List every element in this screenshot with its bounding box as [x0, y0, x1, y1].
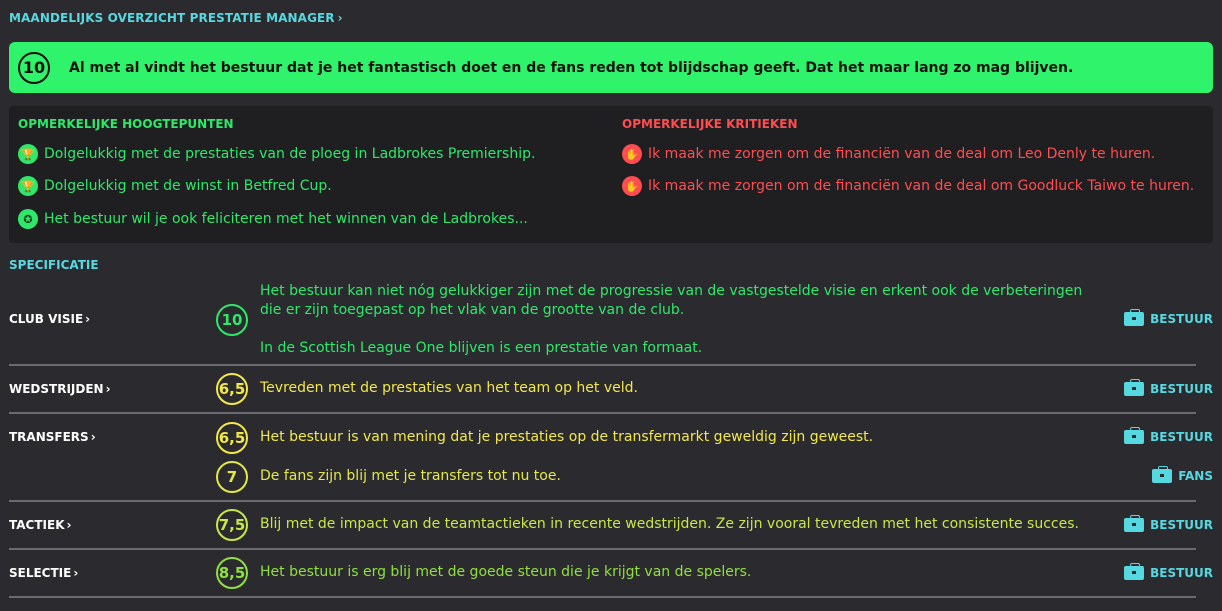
briefcase-icon	[1124, 518, 1144, 532]
rating-badge: 6,5	[216, 373, 248, 405]
spec-row-wedstrijden	[9, 366, 1213, 414]
rating-description: In de Scottish League One blijven is een prestatie van formaat.	[260, 340, 703, 356]
highlights-header: OPMERKELIJKE HOOGTEPUNTEN	[18, 117, 234, 131]
row-label-selectie[interactable]: SELECTIE ›	[9, 566, 79, 580]
source-label: BESTUUR	[1124, 518, 1213, 532]
spec-row-transfers	[9, 414, 1213, 502]
specification-header: SPECIFICATIE	[9, 258, 99, 272]
spec-row-tactiek	[9, 502, 1213, 550]
briefcase-icon	[1124, 312, 1144, 326]
briefcase-icon	[1124, 430, 1144, 444]
page-title[interactable]: MAANDELIJKS OVERZICHT PRESTATIE MANAGER ›	[9, 11, 343, 25]
source-label: BESTUUR	[1124, 566, 1213, 580]
rating-badge: 6,5	[216, 422, 248, 454]
chevron-right-icon: ›	[73, 566, 79, 580]
handshake-icon: ✋	[622, 144, 642, 164]
chevron-right-icon: ›	[337, 11, 343, 25]
source-label: BESTUUR	[1124, 430, 1213, 444]
source-label: FANS	[1152, 469, 1213, 483]
handshake-icon: ✋	[622, 176, 642, 196]
briefcase-icon	[1124, 566, 1144, 580]
summary-banner	[9, 42, 1213, 93]
chevron-right-icon: ›	[90, 430, 96, 444]
chevron-right-icon: ›	[85, 312, 91, 326]
rating-description: Het bestuur kan niet nóg gelukkiger zijn met de progressie van de vastgestelde visie en erkent ook de verbeteringen die er zijn toegepast op het vlak van de grootte van de club.	[260, 283, 1083, 318]
summary-text: Al met al vindt het bestuur dat je het fantastisch doet en de fans reden tot blijdschap geeft. Dat het maar lang zo mag blijven.	[69, 59, 1074, 76]
rating-badge: 7	[216, 461, 248, 493]
source-label: BESTUUR	[1124, 382, 1213, 396]
highlight-item: 🏆 Dolgelukkig met de prestaties van de ploeg in Ladbrokes Premiership.	[18, 144, 535, 164]
criticism-item: ✋ Ik maak me zorgen om de financiën van de deal om Leo Denly te huren.	[622, 144, 1155, 164]
medal-icon: ✪	[18, 209, 38, 229]
rating-description: Blij met de impact van de teamtactieken in recente wedstrijden. Ze zijn vooral tevreden met het consistente succes.	[260, 516, 1079, 532]
spec-row-club-visie	[9, 280, 1213, 366]
overall-rating-badge: 10	[18, 52, 50, 84]
rating-description: Het bestuur is erg blij met de goede steun die je krijgt van de spelers.	[260, 564, 752, 580]
rating-badge: 7,5	[216, 509, 248, 541]
briefcase-icon	[1124, 382, 1144, 396]
spec-row-selectie	[9, 550, 1213, 600]
briefcase-icon	[1152, 469, 1172, 483]
rating-description: De fans zijn blij met je transfers tot nu toe.	[260, 468, 561, 484]
source-label: BESTUUR	[1124, 312, 1213, 326]
chevron-right-icon: ›	[66, 518, 72, 532]
row-divider	[9, 596, 1196, 598]
chevron-right-icon: ›	[105, 382, 111, 396]
rating-badge: 10	[216, 304, 248, 336]
criticism-item: ✋ Ik maak me zorgen om de financiën van de deal om Goodluck Taiwo te huren.	[622, 176, 1194, 196]
row-label-transfers[interactable]: TRANSFERS ›	[9, 430, 96, 444]
highlight-item: ✪ Het bestuur wil je ook feliciteren met het winnen van de Ladbrokes...	[18, 209, 528, 229]
row-label-wedstrijden[interactable]: WEDSTRIJDEN ›	[9, 382, 111, 396]
row-label-tactiek[interactable]: TACTIEK ›	[9, 518, 72, 532]
rating-description: Tevreden met de prestaties van het team op het veld.	[260, 380, 638, 396]
highlight-item: 🏆 Dolgelukkig met de winst in Betfred Cup.	[18, 176, 332, 196]
trophy-icon: 🏆	[18, 144, 38, 164]
rating-badge: 8,5	[216, 557, 248, 589]
rating-description: Het bestuur is van mening dat je prestaties op de transfermarkt geweldig zijn geweest.	[260, 429, 874, 445]
row-label-club-visie[interactable]: CLUB VISIE ›	[9, 312, 91, 326]
trophy-icon: 🏆	[18, 176, 38, 196]
criticisms-header: OPMERKELIJKE KRITIEKEN	[622, 117, 798, 131]
highlights-panel	[9, 106, 1213, 243]
